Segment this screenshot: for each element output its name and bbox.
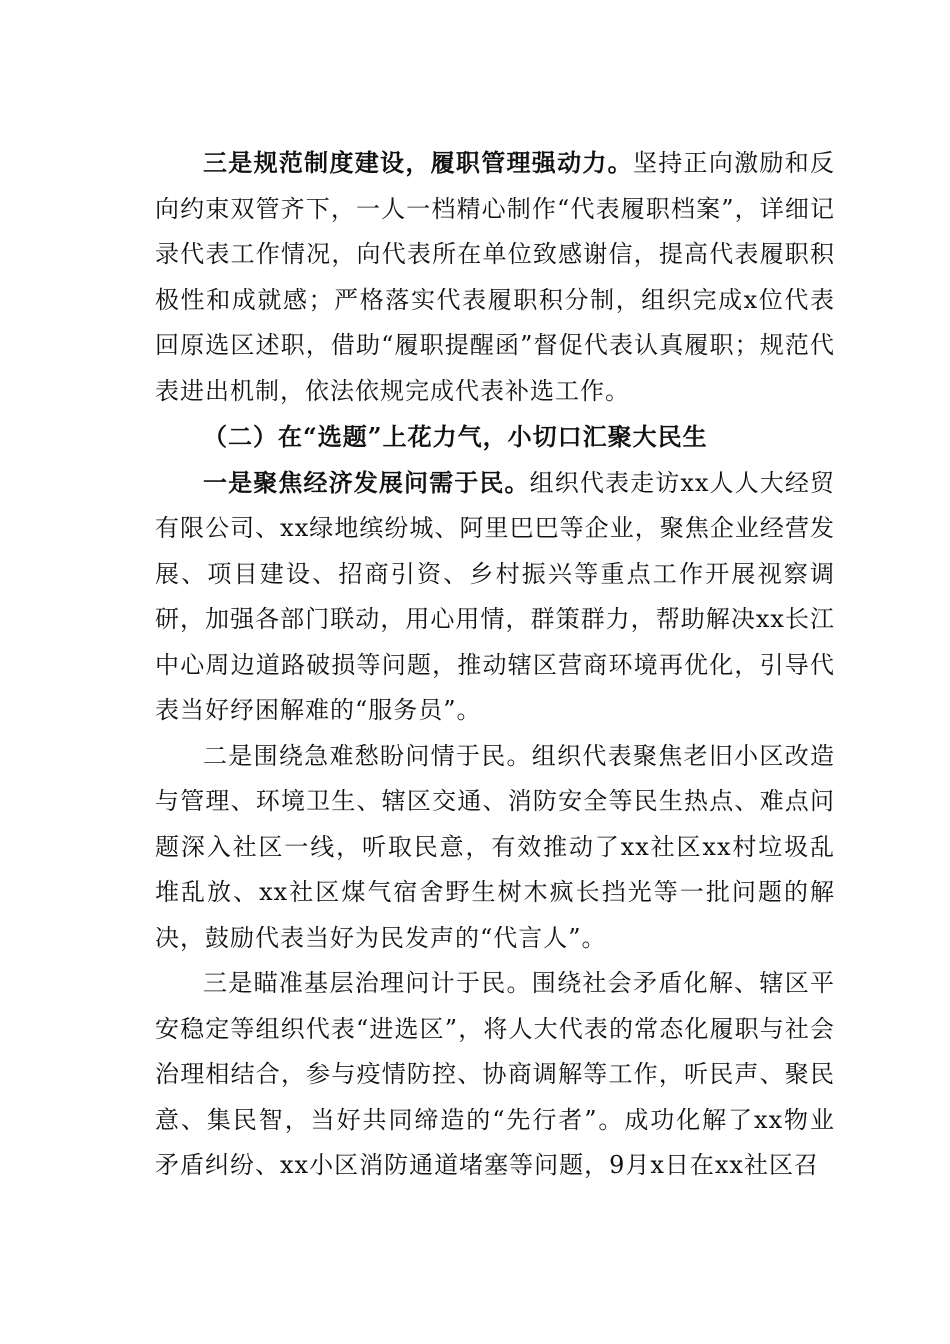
section-heading: （二）在“选题”上花力气，小切口汇聚大民生: [203, 422, 708, 451]
paragraph-text: 组织代表聚焦老旧小区改造与管理、环境卫生、辖区交通、消防安全等民生热点、难点问题深入社区一线，听取民意，有效推动了xx社区xx村垃圾乱堆乱放、xx社区煤气宿舍野生树木疯长挡光等一批问题的解决，鼓励代表当好为民发声的“代言人”。: [155, 741, 836, 952]
paragraph-text: 围绕社会矛盾化解、辖区平安稳定等组织代表“进选区”，将人大代表的常态化履职与社会治理相结合，参与疫情防控、协商调解等工作，听民声、聚民意、集民智，当好共同缔造的“先行者”。成功化解了xx物业矛盾纠纷、xx小区消防通道堵塞等问题，9月x日在xx社区召: [155, 969, 836, 1179]
document-body: [155, 140, 835, 1189]
paragraph-lead: 一是聚焦经济发展问需于民。: [203, 467, 530, 497]
paragraph-economic-development: [155, 460, 835, 734]
paragraph-urgent-concerns: [155, 734, 835, 962]
paragraph-lead: 三是规范制度建设，履职管理强动力。: [203, 148, 633, 177]
paragraph-grassroots-governance: [155, 961, 835, 1189]
paragraph-lead: 三是瞄准基层治理问计于民。: [203, 969, 532, 997]
paragraph-standardize-system: [155, 140, 835, 414]
paragraph-text: 坚持正向激励和反向约束双管齐下，一人一档精心制作“代表履职档案”，详细记录代表工作情况，向代表所在单位致感谢信，提高代表履职积极性和成就感；严格落实代表履职积分制，组织完成x位代表回原选区述职，借助“履职提醒函”督促代表认真履职；规范代表进出机制，依法依规完成代表补选工作。: [155, 149, 836, 405]
paragraph-text: 组织代表走访xx人人大经贸有限公司、xx绿地缤纷城、阿里巴巴等企业，聚焦企业经营发展、项目建设、招商引资、乡村振兴等重点工作开展视察调研，加强各部门联动，用心用情，群策群力，帮助解决xx长江中心周边道路破损等问题，推动辖区营商环境再优化，引导代表当好纾困解难的“服务员”。: [155, 468, 836, 724]
paragraph-lead: 二是围绕急难愁盼问情于民。: [203, 741, 532, 770]
